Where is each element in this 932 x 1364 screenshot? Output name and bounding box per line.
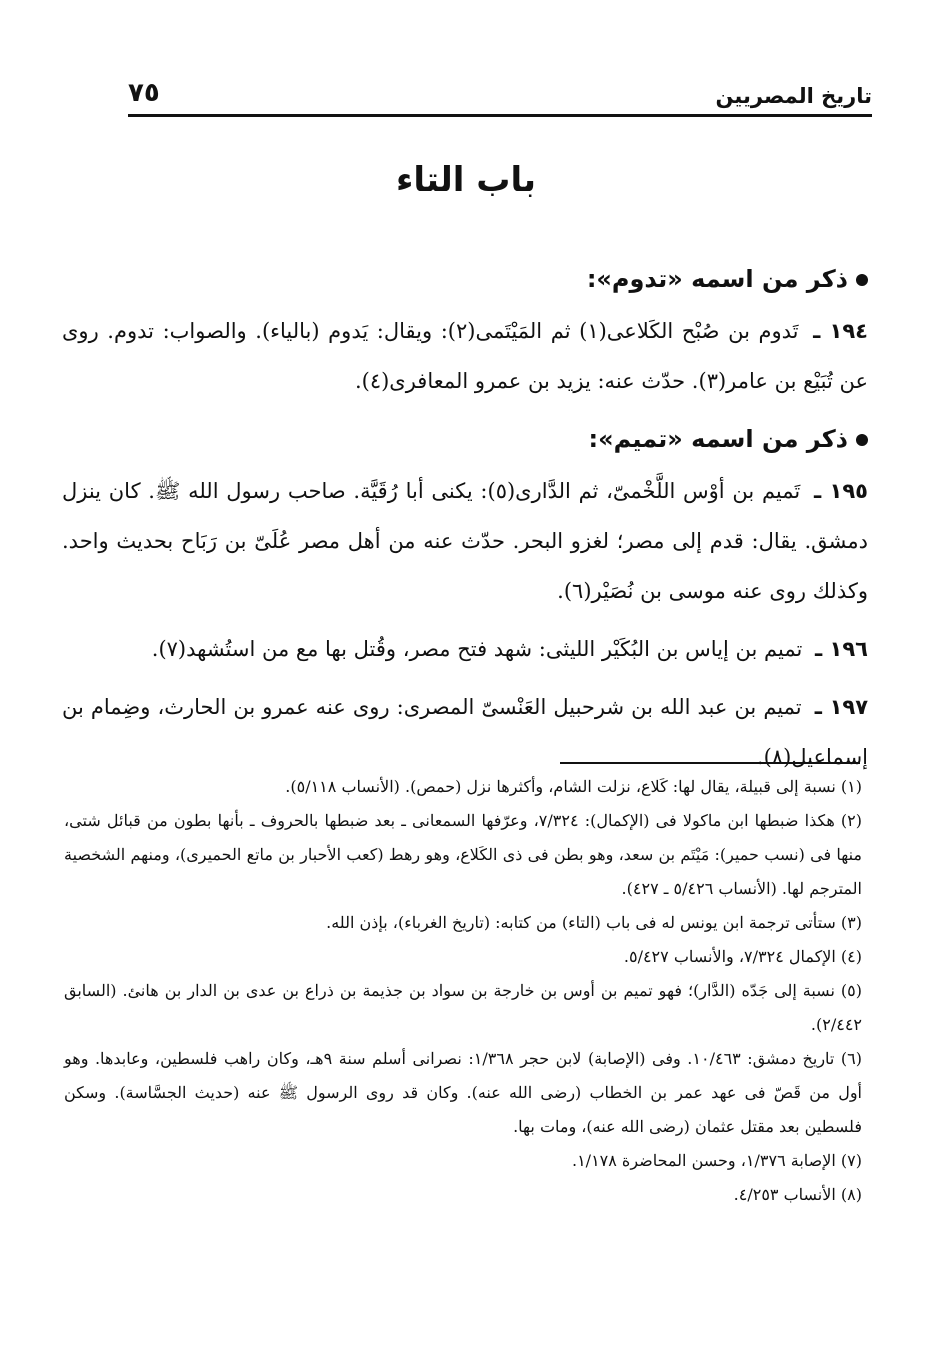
entry-text: تَدوم بن صُبْح الكَلاعى(١) ثم المَيْتَمى(٢): ويقال: يَدوم (بالياء). والصواب: تدوم. روى عن تُبَيْع بن عامر(٣). حدّث عنه: يزيد بن عمرو المعافرى(٤). <box>62 319 868 393</box>
section-heading-tadum <box>62 254 868 304</box>
footnote-5: (٥) نسبة إلى جَدّه (الدَّار)؛ فهو تميم بن أوس بن خارجة بن سواد بن جذيمة بن ذراع بن عدى بن الدار بن هانئ. (السابق ٢/٤٤٢). <box>64 981 862 1034</box>
entry-number: ١٩٤ ـ <box>813 319 868 343</box>
footnotes <box>64 770 862 1212</box>
entry-number: ١٩٦ ـ <box>815 637 868 661</box>
entry-196 <box>62 624 868 674</box>
entry-197 <box>62 682 868 782</box>
footnote-7: (٧) الإصابة ١/٣٧٦، وحسن المحاضرة ١/١٧٨. <box>571 1151 862 1170</box>
running-title: تاريخ المصريين <box>715 84 872 108</box>
entry-number: ١٩٥ ـ <box>813 479 868 503</box>
chapter-title: باب التاء <box>396 160 536 200</box>
section-heading-text: ذكر من اسمه «تدوم»: <box>586 265 848 293</box>
page-number: ٧٥ <box>128 78 160 108</box>
section-heading-text: ذكر من اسمه «تميم»: <box>588 425 848 453</box>
entry-194 <box>62 306 868 406</box>
footnote-2: (٢) هكذا ضبطها ابن ماكولا فى (الإكمال): ٧/٣٢٤، وعرّفها السمعانى ـ بعد ضبطها بالحروف ـ بأنها بطون من قبائل شتى، منها فى (نسب حمير): مَيْتَم بن سعد، وهو بطن فى ذى الكَلاع، وهو رهط (كعب الأحبار بن ماتع الحميرى)، ومنهم الشخصية المترجم لها. (الأنساب ٥/٤٢٦ ـ ٤٢٧). <box>64 811 863 898</box>
footnote-4: (٤) الإكمال ٧/٣٢٤، والأنساب ٥/٤٢٧. <box>623 947 862 966</box>
running-header <box>128 68 872 117</box>
footnote-1: (١) نسبة إلى قبيلة، يقال لها: كَلاع، نزلت الشام، وأكثرها نزل (حمص). (الأنساب ٥/١١٨). <box>285 777 862 796</box>
main-text <box>62 250 868 790</box>
entry-195 <box>62 466 868 616</box>
footnote-8: (٨) الأنساب ٤/٢٥٣. <box>733 1185 862 1204</box>
bullet-icon <box>856 274 868 286</box>
footnote-separator <box>560 762 860 764</box>
section-heading-tamim <box>62 414 868 464</box>
entry-text: تميم بن عبد الله بن شرحبيل العَنْسىّ المصرى: روى عنه عمرو بن الحارث، وضِمام بن إسماعيل(٨). <box>62 695 868 769</box>
footnote-3: (٣) ستأتى ترجمة ابن يونس له فى باب (التاء) من كتابه: (تاريخ الغرباء)، بإذن الله. <box>326 913 862 932</box>
entry-number: ١٩٧ ـ <box>814 695 869 719</box>
bullet-icon <box>856 434 868 446</box>
entry-text: تميم بن إياس بن البُكَيْر الليثى: شهد فتح مصر، وقُتل بها مع من استُشهد(٧). <box>151 637 803 661</box>
footnote-6: (٦) تاريخ دمشق: ١٠/٤٦٣. وفى (الإصابة) لابن حجر ١/٣٦٨: نصرانى أسلم سنة ٩هـ، وكان راهب فلسطين، وعابدها. وهو أول من قَصّ فى عهد عمر بن الخطاب (رضى الله عنه). وكان قد روى الرسول ﷺ عنه (حديث الجسَّاسة). وسكن فلسطين بعد مقتل عثمان (رضى الله عنه)، ومات بها. <box>64 1049 863 1136</box>
entry-text: تَميم بن أوْس اللَّخْمىّ، ثم الدَّارى(٥): يكنى أبا رُقَيَّة. صاحب رسول الله ﷺ. كان ينزل دمشق. يقال: قدم إلى مصر؛ لغزو البحر. حدّث عنه من أهل مصر عُلَىّ بن رَبَاح بحديث واحد. وكذلك روى عنه موسى بن نُصَيْر(٦). <box>62 479 868 603</box>
